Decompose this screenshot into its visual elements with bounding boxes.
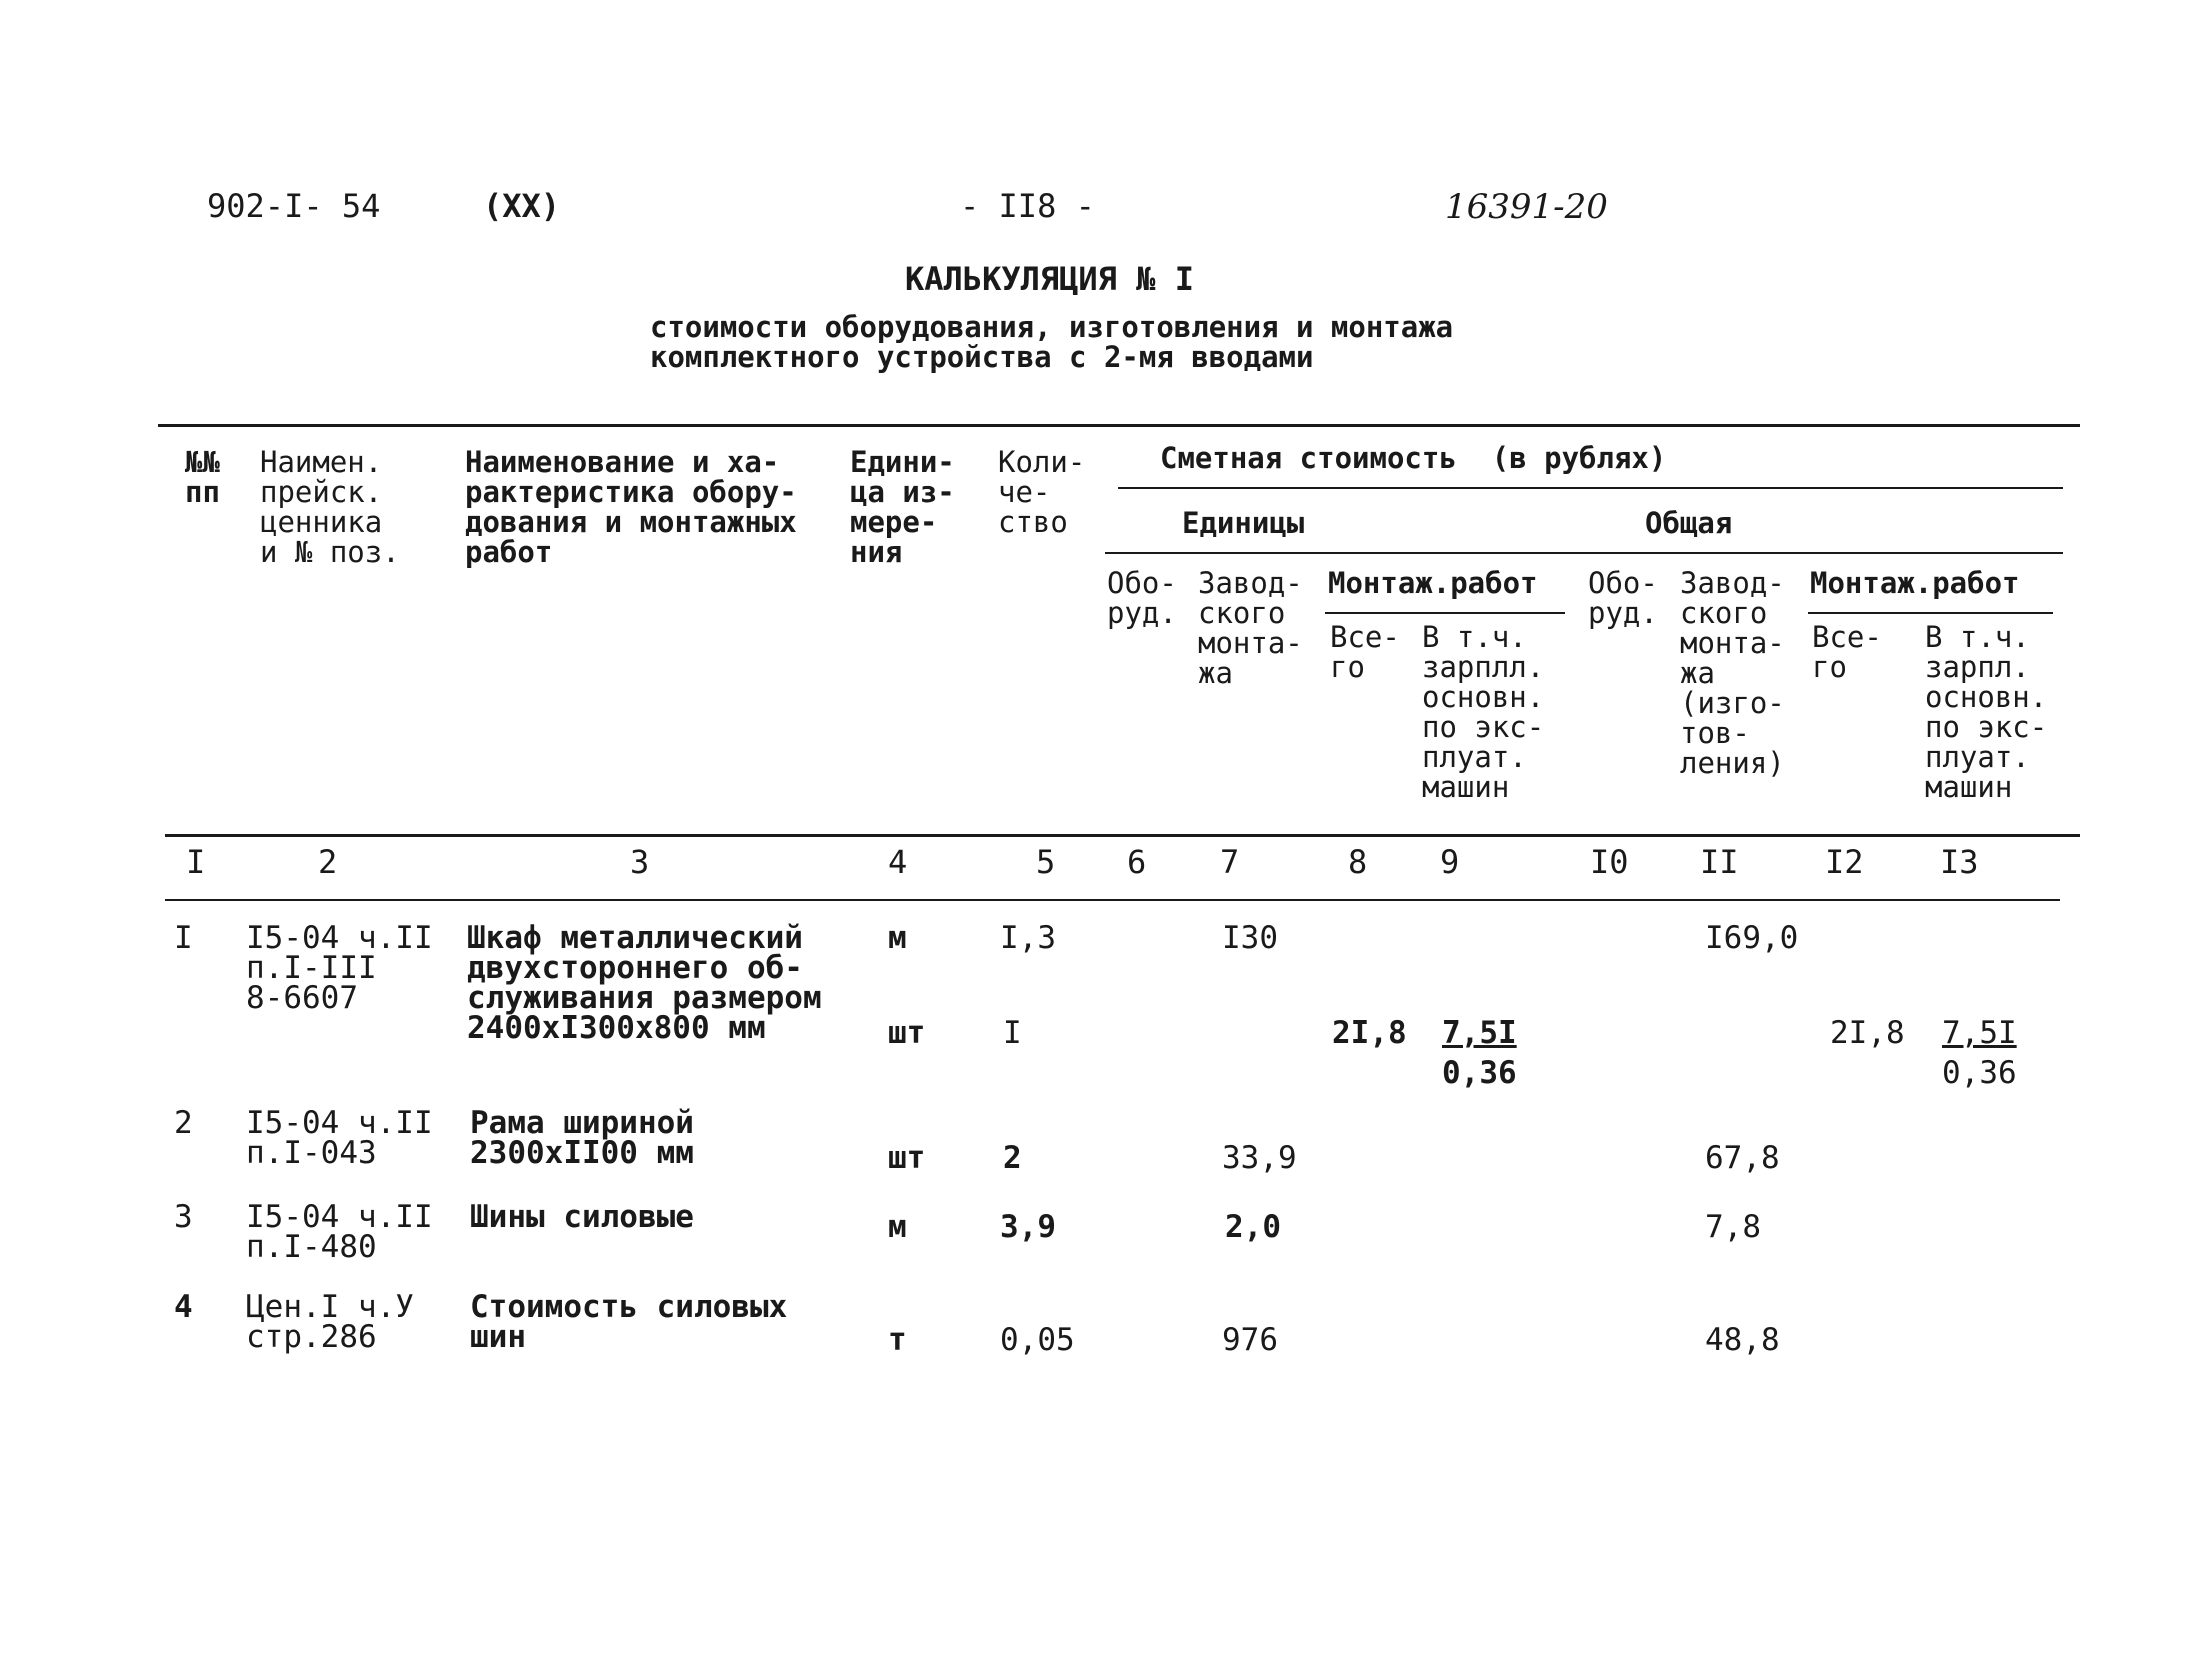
header-unit: Едини- ца из- мере- ния — [850, 445, 955, 569]
header-factory-unit: Завод- ского монта- жа — [1198, 566, 1303, 690]
row-1-unit-b: шт — [888, 1015, 926, 1051]
column-number: 9 — [1440, 843, 1460, 881]
subtitle-line-1: стоимости оборудования, изготовления и монтажа — [650, 310, 1454, 344]
column-number: 7 — [1220, 843, 1240, 881]
subtitle-line-2: комплектного устройства с 2-мя вводами — [650, 340, 1314, 374]
header-quantity: Коли- че- ство — [998, 445, 1086, 539]
row-3-factory-unit: 2,0 — [1225, 1209, 1281, 1245]
column-number: 5 — [1036, 843, 1056, 881]
row-3-quantity: 3,9 — [1000, 1209, 1056, 1245]
row-2-quantity: 2 — [1003, 1140, 1022, 1176]
row-2-factory-unit: 33,9 — [1222, 1140, 1297, 1176]
row-3-price-code: I5-04 ч.II п.I-480 — [246, 1199, 433, 1265]
row-2-item-name: Рама шириной 2300xII00 мм — [470, 1105, 694, 1171]
row-1-mount-total-all: 2I,8 — [1830, 1015, 1905, 1051]
cost-group-rule — [1118, 487, 2063, 489]
row-4-factory-unit: 976 — [1222, 1322, 1278, 1358]
row-1-wages-total-machines: 0,36 — [1942, 1055, 2017, 1091]
column-number: 6 — [1127, 843, 1147, 881]
header-mount-total-all: Все- го — [1812, 620, 1882, 684]
column-numbers-rule — [165, 899, 2060, 901]
row-4-price-code: Цен.I ч.У стр.286 — [246, 1289, 414, 1355]
header-price-code: Наимен. прейск. ценника и № поз. — [260, 445, 400, 569]
header-mount-unit-group: Монтаж.работ — [1328, 566, 1538, 600]
column-number: 8 — [1348, 843, 1368, 881]
row-4-number: 4 — [174, 1289, 193, 1325]
header-bottom-rule — [165, 834, 2080, 837]
column-number: 3 — [630, 843, 650, 881]
column-number: 4 — [888, 843, 908, 881]
row-3-factory-total: 7,8 — [1705, 1209, 1761, 1245]
header-equipment-unit: Обо- руд. — [1107, 566, 1177, 630]
row-1-factory-unit: I30 — [1222, 920, 1278, 956]
header-equipment-total: Обо- руд. — [1588, 566, 1658, 630]
row-2-price-code: I5-04 ч.II п.I-043 — [246, 1105, 433, 1171]
row-3-number: 3 — [174, 1199, 193, 1235]
row-3-unit: м — [888, 1209, 907, 1245]
header-factory-total: Завод- ского монта- жа (изго- тов- ления) — [1680, 566, 1785, 780]
document-title: КАЛЬКУЛЯЦИЯ № I — [905, 260, 1194, 298]
archive-number: 16391-20 — [1445, 187, 1608, 227]
mount-total-rule — [1808, 612, 2053, 614]
column-number: I3 — [1940, 843, 1979, 881]
table-top-rule — [158, 424, 2080, 427]
mount-unit-rule — [1325, 612, 1565, 614]
row-1-mount-unit-all: 2I,8 — [1332, 1015, 1407, 1051]
row-3-item-name: Шины силовые — [470, 1199, 694, 1235]
header-mount-unit-all: Все- го — [1330, 620, 1400, 684]
unit-total-rule — [1105, 552, 2063, 554]
row-1-number: I — [174, 920, 193, 956]
row-1-item-name: Шкаф металлический двухстороннего об- служивания размером 2400xI300x800 мм — [467, 920, 822, 1046]
row-1-quantity-a: I,3 — [1000, 920, 1056, 956]
row-2-number: 2 — [174, 1105, 193, 1141]
header-total-group: Общая — [1645, 506, 1733, 540]
row-1-price-code: I5-04 ч.II п.I-III 8-6607 — [246, 920, 433, 1016]
row-4-quantity: 0,05 — [1000, 1322, 1075, 1358]
row-4-unit: т — [888, 1322, 907, 1358]
row-1-factory-total: I69,0 — [1705, 920, 1799, 956]
header-mount-total-wages: В т.ч. зарпл. основн. по экс- плуат. машин — [1925, 620, 2048, 804]
column-number: I0 — [1590, 843, 1629, 881]
header-mount-unit-wages: В т.ч. зарплл. основн. по экс- плуат. машин — [1422, 620, 1545, 804]
row-1-quantity-b: I — [1003, 1015, 1022, 1051]
header-unit-group: Единицы — [1182, 506, 1305, 540]
album-number: (XX) — [483, 187, 561, 225]
row-4-item-name: Стоимость силовых шин — [470, 1289, 788, 1355]
document-code: 902-I- 54 — [207, 187, 381, 225]
row-1-wages-total: 7,5I — [1942, 1015, 2017, 1051]
row-1-unit-a: м — [888, 920, 907, 956]
column-number: II — [1700, 843, 1739, 881]
row-2-factory-total: 67,8 — [1705, 1140, 1780, 1176]
header-mount-total-group: Монтаж.работ — [1810, 566, 2020, 600]
row-2-unit: шт — [888, 1140, 926, 1176]
column-number: 2 — [318, 843, 338, 881]
row-1-wages-unit: 7,5I — [1442, 1015, 1517, 1051]
header-row-number: №№ пп — [185, 445, 220, 509]
row-4-factory-total: 48,8 — [1705, 1322, 1780, 1358]
column-number: I — [186, 843, 206, 881]
row-1-wages-unit-machines: 0,36 — [1442, 1055, 1517, 1091]
column-number: I2 — [1825, 843, 1864, 881]
page-number: - II8 - — [960, 187, 1095, 225]
header-cost-group: Сметная стоимость (в рублях) — [1160, 441, 1667, 475]
header-item-name: Наименование и ха- рактеристика обору- дования и монтажных работ — [465, 445, 797, 569]
